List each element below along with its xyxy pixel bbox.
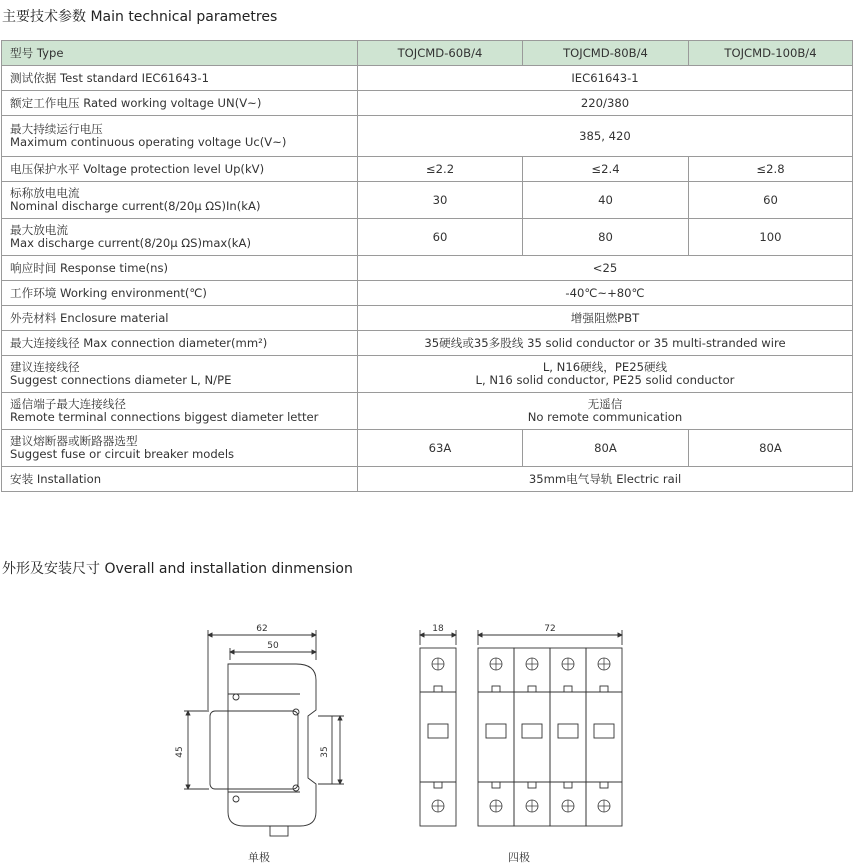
dim-four-pole-width: 72 xyxy=(544,624,556,634)
row-value: 220/380 xyxy=(358,91,853,116)
table-row xyxy=(2,91,853,116)
header-model: TOJCMD-100B/4 xyxy=(689,41,853,66)
table-row xyxy=(2,393,853,430)
table-row xyxy=(2,182,853,219)
row-value: 60 xyxy=(689,182,853,219)
four-pole-drawing xyxy=(478,630,622,826)
table-row xyxy=(2,306,853,331)
row-value: -40℃~+80℃ xyxy=(358,281,853,306)
row-value-cn: 无遥信 xyxy=(587,397,623,411)
row-label-en: Suggest connections diameter L, N/PE xyxy=(10,373,232,387)
row-label-en: Maximum continuous operating voltage Uc(V~) xyxy=(10,135,287,149)
row-value: 35硬线或35多股线 35 solid conductor or 35 multi-stranded wire xyxy=(358,331,853,356)
single-module-front-drawing xyxy=(420,630,456,826)
dim-module-width: 18 xyxy=(432,624,444,634)
header-type: 型号 Type xyxy=(2,41,358,66)
single-pole-drawing xyxy=(184,630,344,836)
row-value xyxy=(358,356,853,393)
row-label-cn: 建议熔断器或断路器选型 xyxy=(10,434,138,448)
row-label xyxy=(2,430,358,467)
row-value: 30 xyxy=(358,182,523,219)
row-value: 80A xyxy=(523,430,689,467)
table-row xyxy=(2,430,853,467)
section-title-dimensions: 外形及安装尺寸 Overall and installation dinmension xyxy=(2,561,353,577)
dim-rail-height: 35 xyxy=(320,746,330,758)
row-label xyxy=(2,182,358,219)
row-label-cn: 最大放电流 xyxy=(10,223,68,237)
table-row xyxy=(2,219,853,256)
spec-table xyxy=(1,40,853,492)
row-label-cn: 标称放电电流 xyxy=(10,186,80,200)
row-value: 80 xyxy=(523,219,689,256)
dim-height: 45 xyxy=(175,746,185,758)
header-model: TOJCMD-60B/4 xyxy=(358,41,523,66)
row-label xyxy=(2,356,358,393)
row-label: 测试依据 Test standard IEC61643-1 xyxy=(2,66,358,91)
table-header-row xyxy=(2,41,853,66)
row-value-cn: L, N16硬线，PE25硬线 xyxy=(542,360,668,374)
row-label: 电压保护水平 Voltage protection level Up(kV) xyxy=(2,157,358,182)
row-label-cn: 遥信端子最大连接线径 xyxy=(10,397,126,411)
row-label-en: Suggest fuse or circuit breaker models xyxy=(10,447,235,461)
row-label: 响应时间 Response time(ns) xyxy=(2,256,358,281)
row-label xyxy=(2,219,358,256)
row-value: 385, 420 xyxy=(358,116,853,157)
row-label: 安装 Installation xyxy=(2,467,358,492)
table-row xyxy=(2,331,853,356)
table-row xyxy=(2,66,853,91)
row-label: 额定工作电压 Rated working voltage UN(V~) xyxy=(2,91,358,116)
table-row xyxy=(2,467,853,492)
row-value-en: No remote communication xyxy=(527,410,683,424)
row-label-en: Max discharge current(8/20μ ΩS)max(kA) xyxy=(10,236,251,250)
row-label xyxy=(2,116,358,157)
dim-inner-width: 50 xyxy=(267,641,279,651)
row-value-en: L, N16 solid conductor, PE25 solid conductor xyxy=(475,373,735,387)
row-value: 80A xyxy=(689,430,853,467)
row-value: 增强阻燃PBT xyxy=(358,306,853,331)
row-value: 63A xyxy=(358,430,523,467)
row-value: <25 xyxy=(358,256,853,281)
row-label-en: Remote terminal connections biggest diameter letter xyxy=(10,410,319,424)
row-value: ≤2.4 xyxy=(523,157,689,182)
dimension-drawing xyxy=(0,600,853,850)
row-label: 外壳材料 Enclosure material xyxy=(2,306,358,331)
row-value: 60 xyxy=(358,219,523,256)
table-row xyxy=(2,157,853,182)
table-row xyxy=(2,256,853,281)
row-value: 100 xyxy=(689,219,853,256)
row-value: ≤2.8 xyxy=(689,157,853,182)
row-value: 35mm电气导轨 Electric rail xyxy=(358,467,853,492)
row-label-cn: 建议连接线径 xyxy=(10,360,80,374)
row-label-cn: 最大持续运行电压 xyxy=(10,122,103,136)
table-row xyxy=(2,281,853,306)
row-value: 40 xyxy=(523,182,689,219)
row-value: IEC61643-1 xyxy=(358,66,853,91)
row-label-en: Nominal discharge current(8/20μ ΩS)In(kA) xyxy=(10,199,261,213)
dim-total-width: 62 xyxy=(256,624,268,634)
caption-single-pole: 单极 xyxy=(248,851,270,864)
row-value: ≤2.2 xyxy=(358,157,523,182)
header-model: TOJCMD-80B/4 xyxy=(523,41,689,66)
row-label xyxy=(2,393,358,430)
row-value xyxy=(358,393,853,430)
section-title-parameters: 主要技术参数 Main technical parametres xyxy=(2,9,278,25)
table-row xyxy=(2,116,853,157)
row-label: 最大连接线径 Max connection diameter(mm²) xyxy=(2,331,358,356)
row-label: 工作环境 Working environment(℃) xyxy=(2,281,358,306)
table-row xyxy=(2,356,853,393)
caption-four-pole: 四极 xyxy=(508,851,530,864)
